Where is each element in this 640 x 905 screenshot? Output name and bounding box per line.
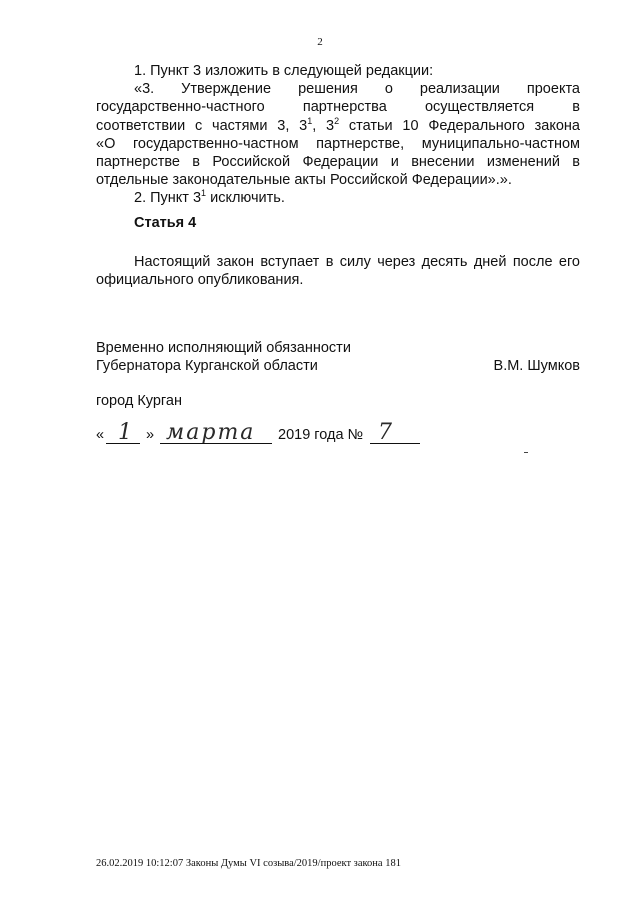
article-text-line: Настоящий закон вступает в силу через десять дней после его [134,254,580,270]
number-blank-line [370,442,420,444]
date-line [96,420,436,448]
page-number: 2 [317,36,323,48]
amendment-new-text-line: партнерстве в Российской Федерации и внесении изменений в [96,154,580,171]
amendment-new-text-line: государственно-частного партнерства осуществляется в [96,99,580,116]
open-quote: « [96,427,105,443]
superscript: 2 [334,115,340,126]
superscript: 1 [201,188,207,199]
year-text: 2019 года № [278,427,364,443]
stray-mark [524,452,528,453]
amendment-new-text-line [96,117,580,135]
article-4-text [96,253,580,289]
amendment-item-2 [96,189,580,207]
city: город Курган [96,393,182,409]
signatory-name: В.М. Шумков [493,358,580,374]
signatory-title-line: Временно исполняющий обязанности [96,340,351,356]
signatory-title-line: Губернатора Курганской области [96,358,318,374]
close-quote: » [146,427,155,443]
signature-block [96,339,580,375]
footer: 26.02.2019 10:12:07 Законы Думы VI созыва/2019/проект закона 181 [96,858,401,869]
text-fragment: соответствии с частями 3, 3 [96,117,308,134]
handwritten-month: марта [166,420,256,445]
text-fragment: исключить. [206,190,285,207]
amendment-item-1: 1. Пункт 3 изложить в следующей редакции: [134,63,434,79]
month-blank-line [160,442,272,444]
amendment-new-text-line: «3. Утверждение решения о реализации проекта [134,81,580,98]
amendment-new-text-line: «О государственно-частном партнерстве, муниципально-частном [96,135,580,152]
article-text-line: официального опубликования. [96,272,304,289]
text-fragment: 2. Пункт 3 [134,190,202,207]
text-fragment: , 3 [312,117,335,134]
text-fragment: статьи 10 Федерального закона [339,117,580,134]
article-heading: Статья 4 [134,215,197,231]
amendment-new-text-line: отдельные законодательные акты Российской Федерации».». [96,172,512,189]
handwritten-number: 7 [378,420,392,445]
superscript: 1 [307,115,313,126]
amendments-block [96,62,580,208]
handwritten-day: 1 [118,420,132,445]
day-blank-line [106,442,140,444]
